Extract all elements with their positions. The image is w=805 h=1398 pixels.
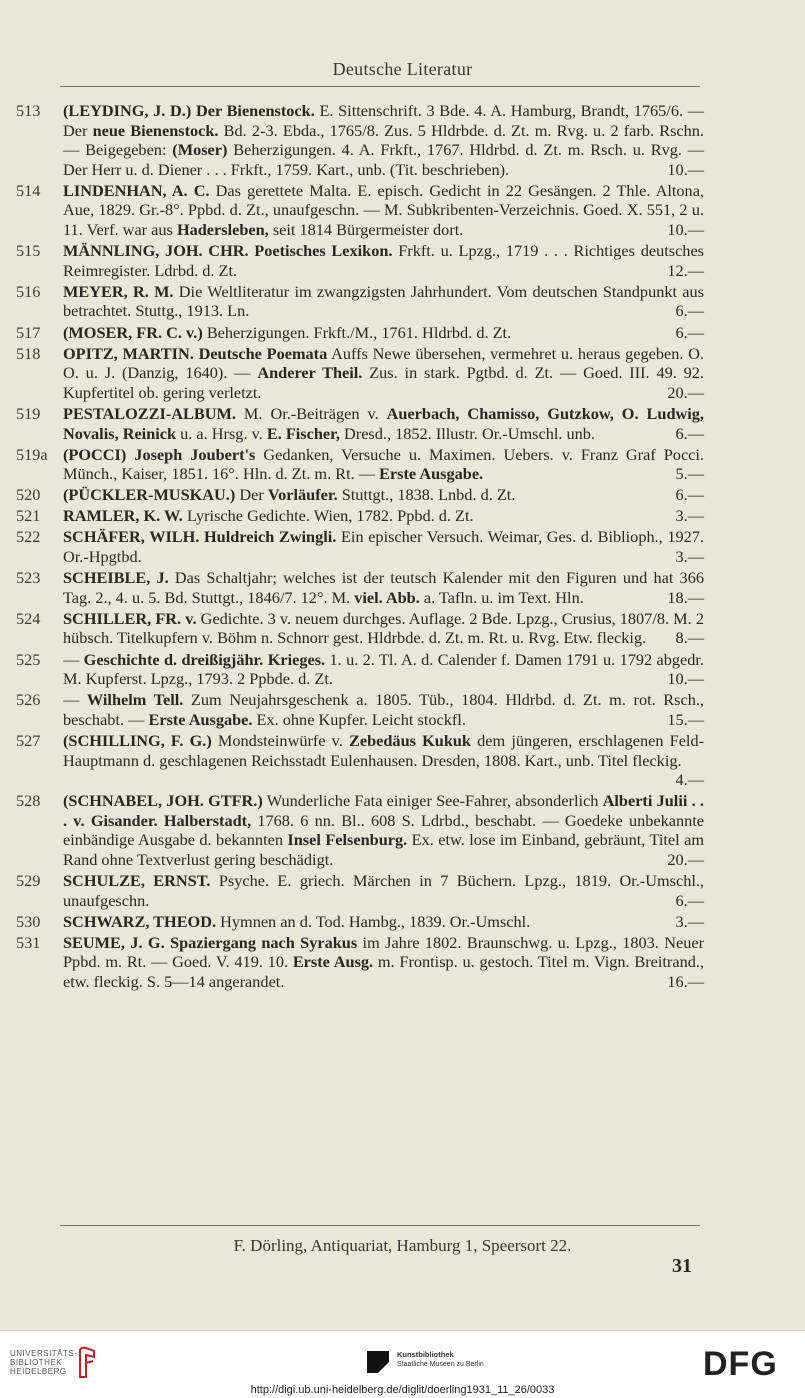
- entry-text: Frkft. u. Lpzg., 1719 . . . Richtiges deutsches Reimregister. Ldrbd. d. Zt.: [63, 241, 705, 280]
- entry-price: 3.—: [675, 911, 704, 931]
- entry-number: 515: [16, 241, 41, 261]
- catalog-entry: [16, 445, 704, 484]
- entry-bold-text: Alberti Julii . . . v. Gisander. Halberstadt,: [63, 791, 704, 830]
- entry-price: 3.—: [675, 547, 704, 567]
- entry-description: [63, 101, 704, 179]
- page-header: Deutsche Literatur: [332, 59, 473, 79]
- dfg-logo[interactable]: DFG: [703, 1345, 778, 1383]
- entry-bold-text: (MOSER, FR. C. v.): [63, 322, 203, 342]
- entry-text: Psyche. E. griech. Märchen in 7 Büchern. Lpzg., 1819. Or.-Umschl., unaufgeschn.: [63, 871, 705, 910]
- entry-description: [63, 568, 704, 607]
- entry-description: [63, 690, 704, 729]
- entry-bold-text: PESTALOZZI-ALBUM.: [63, 403, 236, 423]
- footer-rule: [60, 1225, 700, 1226]
- university-logo-icon[interactable]: [76, 1345, 98, 1379]
- entry-text: Bd. 2-3. Ebda., 1765/8. Zus. 5 Hldrbde. d. Zt. m. Rvg. u. 2 farb. Rschn. — Beigegeben:: [63, 120, 704, 160]
- entry-price: 6.—: [675, 423, 704, 443]
- entry-bold-text: (SCHNABEL, JOH. GTFR.): [63, 791, 263, 811]
- catalog-entry: [16, 101, 704, 179]
- entry-bold-text: Erste Ausgabe.: [379, 464, 484, 484]
- entry-text: a. Tafln. u. im Text. Hln.: [419, 587, 584, 607]
- catalog-entry: [16, 323, 704, 343]
- entry-price: 10.—: [667, 669, 704, 689]
- entry-text: Ex. ohne Kupfer. Leicht stockfl.: [252, 709, 466, 729]
- source-url[interactable]: http://digi.ub.uni-heidelberg.de/diglit/doerling1931_11_26/0033: [250, 1384, 555, 1396]
- entry-bold-text: (SCHILLING, F. G.): [63, 730, 212, 750]
- entry-bold-text: Auerbach, Chamisso, Gutzkow, O. Ludwig, Novalis, Reinick: [63, 403, 704, 443]
- entry-text: E. Sittenschrift. 3 Bde. 4. A. Hamburg, Brandt, 1765/6. — Der: [63, 101, 704, 140]
- entry-text: Die Weltliteratur im zwangzigsten Jahrhundert. Vom deutschen Standpunkt aus betrachtet. Stuttg., 1913. Ln.: [63, 281, 705, 321]
- entry-text: Gedichte. 3 v. neuem durchges. Auflage. 2 Bde. Lpzg., Crusius, 1807/8. M. 2 hübsch. Titelkupfern v. Böhm n. Schnorr gest. Hldrbde. d. Zt. m. Rt. u. Rvg. Etw. fleckig.: [63, 608, 704, 648]
- entry-bold-text: SCHÄFER, WILH. Huldreich Zwingli.: [63, 527, 337, 547]
- entry-number: 520: [16, 485, 41, 505]
- entry-description: [63, 323, 704, 343]
- entry-text: Zus. in stark. Pgtbd. d. Zt. — Goed. III. 49. 92. Kupfertitel ob. gering verletzt.: [63, 363, 705, 402]
- university-line: HEIDELBERG: [10, 1367, 67, 1376]
- catalog-entry: [16, 506, 704, 526]
- header-rule: [60, 86, 700, 87]
- page-number: 31: [672, 1255, 692, 1277]
- entry-price: 6.—: [675, 485, 704, 505]
- entry-number: 529: [16, 871, 41, 891]
- entry-price: 10.—: [667, 159, 704, 179]
- entry-bold-text: Insel Felsenburg.: [287, 830, 408, 850]
- entry-bold-text: Zebedäus Kukuk: [349, 730, 471, 750]
- kunstbibliothek-logo-icon[interactable]: [367, 1351, 389, 1373]
- entry-text: Dresd., 1852. Illustr. Or.-Umschl. unb.: [339, 423, 596, 443]
- entry-text: seit 1814 Bürgermeister dort.: [268, 220, 464, 240]
- entry-number: 524: [16, 608, 41, 628]
- entry-text: Der: [235, 485, 268, 505]
- entry-price: 6.—: [675, 301, 704, 321]
- entry-description: [63, 650, 704, 689]
- entry-bold-text: MEYER, R. M.: [63, 281, 174, 301]
- entry-price: 3.—: [675, 506, 704, 526]
- entry-bold-text: Erste Ausg.: [292, 952, 374, 972]
- kunstbibliothek-title: Kunstbibliothek: [397, 1350, 454, 1359]
- entry-price: 20.—: [667, 382, 704, 402]
- entry-price: 15.—: [667, 709, 704, 729]
- kunstbibliothek-label: [397, 1350, 484, 1369]
- entry-number: 528: [16, 791, 41, 811]
- entry-number: 519: [16, 403, 41, 423]
- entry-bold-text: OPITZ, MARTIN. Deutsche Poemata: [63, 343, 328, 363]
- entry-number: 526: [16, 690, 41, 710]
- entry-bold-text: Wilhelm Tell.: [86, 690, 184, 710]
- entry-number: 531: [16, 932, 41, 952]
- entry-text: im Jahre 1802. Braunschwg. u. Lpzg., 1803. Neuer Ppbd. m. Rt. — Goed. V. 419. 10.: [63, 932, 704, 972]
- entry-description: [63, 404, 704, 443]
- catalog-entry: [16, 690, 704, 729]
- entry-description: [63, 344, 704, 403]
- catalog-entry: [16, 485, 704, 505]
- entry-text: m. Frontisp. u. gestoch. Titel m. Vign. Breitrand., etw. fleckig. S. 5—14 angerandet.: [63, 952, 704, 992]
- entry-bold-text: MÄNNLING, JOH. CHR. Poetisches Lexikon.: [63, 241, 393, 261]
- entry-price: 20.—: [667, 849, 704, 869]
- entry-bold-text: SCHILLER, FR. v.: [63, 608, 197, 628]
- entry-bold-text: viel. Abb.: [354, 587, 420, 607]
- entry-number: 518: [16, 343, 41, 363]
- entry-description: [63, 731, 704, 790]
- entry-description: [63, 485, 704, 505]
- entry-bold-text: (Moser): [172, 140, 228, 160]
- entry-price: 6.—: [675, 322, 704, 342]
- catalog-entry: [16, 650, 704, 689]
- entry-number: 519a: [16, 444, 48, 464]
- catalog-entry: [16, 527, 704, 566]
- entry-bold-text: SCHULZE, ERNST.: [63, 871, 211, 891]
- entry-description: [63, 181, 704, 240]
- entry-number: 514: [16, 180, 41, 200]
- entry-description: [63, 282, 704, 321]
- entry-price: 18.—: [667, 587, 704, 607]
- entry-number: 525: [16, 649, 41, 669]
- entry-number: 513: [16, 101, 41, 120]
- catalog-entry: [16, 404, 704, 443]
- catalog-entry: [16, 568, 704, 607]
- entry-description: [63, 609, 704, 648]
- entry-text: Ex. etw. lose im Einband, gebräunt, Titel am Rand ohne Textverlust gering beschädigt.: [63, 830, 704, 869]
- entry-text: Hymnen an d. Tod. Hambg., 1839. Or.-Umschl.: [216, 911, 531, 931]
- entry-text: Lyrische Gedichte. Wien, 1782. Ppbd. d. Zt.: [182, 506, 474, 526]
- entry-text: Das gerettete Malta. E. episch. Gedicht in 22 Gesängen. 2 Thle. Altona, Aue, 1829. Gr.-8°. Ppbd. d. Zt., unaufgeschn. — M. Subkribenten-Verzeichnis. Goed. X. 551, 2 u. 11. Verf. war aus: [63, 180, 704, 240]
- catalog-entry: [16, 912, 704, 932]
- entry-price: 6.—: [675, 890, 704, 910]
- university-library-label[interactable]: [10, 1349, 77, 1376]
- catalog-entry: [16, 731, 704, 790]
- entry-bold-text: SCHWARZ, THEOD.: [63, 911, 217, 931]
- entry-price: 10.—: [667, 220, 704, 240]
- entry-number: 522: [16, 527, 41, 547]
- entry-price: 8.—: [675, 628, 704, 648]
- entry-list: [16, 101, 704, 993]
- entry-number: 516: [16, 281, 41, 301]
- entry-text: Auffs Newe übersehen, vermehret u. heraus gegeben. O. O. u. J. (Danzig, 1640). —: [63, 343, 704, 383]
- entry-text: —: [63, 649, 84, 669]
- entry-text: Ein epischer Versuch. Weimar, Ges. d. Biblioph., 1927. Or.-Hpgtbd.: [63, 527, 704, 567]
- entry-bold-text: E. Fischer,: [266, 423, 340, 443]
- entry-text: M. Or.-Beiträgen v.: [235, 403, 387, 423]
- digitization-bar: [0, 1330, 805, 1398]
- entry-bold-text: Hadersleben,: [176, 220, 269, 240]
- entry-text: Wunderliche Fata einiger See-Fahrer, absonderlich: [262, 791, 603, 811]
- catalog-entry: [16, 282, 704, 321]
- entry-text: Zum Neujahrsgeschenk a. 1805. Tüb., 1804. Hldrbd. d. Zt. m. rot. Rsch., beschabt. —: [63, 690, 704, 729]
- entry-bold-text: SEUME, J. G. Spaziergang nach Syrakus: [63, 932, 358, 952]
- entry-bold-text: Vorläufer.: [267, 485, 338, 505]
- entry-text: 1768. 6 nn. Bl.. 608 S. Ldrbd., beschabt. — Goedeke unbekannte einbändige Ausgabe d. bekannten: [63, 810, 704, 850]
- catalog-entry: [16, 609, 704, 648]
- entry-number: 517: [16, 322, 41, 342]
- entry-price: 4.—: [675, 770, 704, 790]
- entry-description: [63, 506, 704, 526]
- catalog-entry: [16, 791, 704, 869]
- entry-text: 1. u. 2. Tl. A. d. Calender f. Damen 1791 u. 1792 abgedr. M. Kupferst. Lpzg., 1793. 2 Ppbde. d. Zt.: [63, 649, 704, 689]
- entry-text: Beherzigungen. 4. A. Frkft., 1767. Hldrbd. d. Zt. m. Rsch. u. Rvg. — Der Herr u. d. Diener . . . Frkft., 1759. Kart., unb. (Tit. beschrieben).: [63, 140, 705, 179]
- entry-description: [63, 871, 704, 910]
- entry-bold-text: (POCCI) Joseph Joubert's: [63, 444, 256, 464]
- entry-bold-text: neue Bienenstock.: [92, 120, 219, 140]
- kunstbibliothek-subtitle: Staatliche Museen zu Berlin: [397, 1361, 484, 1368]
- entry-number: 530: [16, 911, 41, 931]
- entry-description: [63, 933, 704, 992]
- entry-price: 16.—: [667, 972, 704, 992]
- entry-text: dem jüngeren, erschlagenen Feld-Hauptmann d. geschlagenen Reichsstadt Eulenhausen. Dresden, 1808. Kart., unb. Titel fleckig.: [63, 730, 705, 770]
- entry-description: [63, 527, 704, 566]
- entry-number: 527: [16, 730, 41, 750]
- entry-text: —: [63, 690, 87, 710]
- entry-bold-text: Erste Ausgabe.: [148, 709, 253, 729]
- entry-number: 523: [16, 568, 41, 588]
- entry-description: [63, 445, 704, 484]
- entry-bold-text: Anderer Theil.: [257, 363, 363, 383]
- entry-text: Mondsteinwürfe v.: [211, 730, 349, 750]
- entry-description: [63, 241, 704, 280]
- entry-bold-text: (LEYDING, J. D.) Der Bienenstock.: [63, 101, 315, 120]
- entry-bold-text: (PÜCKLER-MUSKAU.): [63, 485, 236, 505]
- entry-price: 12.—: [667, 260, 704, 280]
- entry-text: Beherzigungen. Frkft./M., 1761. Hldrbd. d. Zt.: [202, 322, 512, 342]
- entry-text: Das Schaltjahr; welches ist der teutsch Kalender mit den Figuren und hat 366 Tag. 2., 4. u. 5. Bd. Stuttgt., 1846/7. 12°. M.: [63, 568, 704, 607]
- catalog-entry: [16, 181, 704, 240]
- university-line: BIBLIOTHEK: [10, 1358, 63, 1367]
- entry-text: Stuttgt., 1838. Lnbd. d. Zt.: [337, 485, 516, 505]
- catalog-entry: [16, 344, 704, 403]
- entry-bold-text: LINDENHAN, A. C.: [63, 180, 210, 200]
- entry-text: u. a. Hrsg. v.: [176, 423, 267, 443]
- catalog-entry: [16, 933, 704, 992]
- entry-bold-text: RAMLER, K. W.: [63, 506, 183, 526]
- entry-bold-text: Geschichte d. dreißigjähr. Krieges.: [83, 649, 326, 669]
- entry-price: 5.—: [675, 464, 704, 484]
- entry-description: [63, 791, 704, 869]
- university-line: UNIVERSITÄTS-: [10, 1349, 78, 1358]
- catalog-entry: [16, 241, 704, 280]
- entry-description: [63, 912, 704, 932]
- entry-text: Gedanken, Versuche u. Maximen. Uebers. v. Franz Graf Pocci. Münch., Kaiser, 1851. 16°. Hln. d. Zt. m. Rt. —: [63, 444, 704, 484]
- entry-bold-text: SCHEIBLE, J.: [63, 568, 169, 588]
- entry-number: 521: [16, 506, 41, 526]
- catalog-entry: [16, 871, 704, 910]
- footer-publisher: F. Dörling, Antiquariat, Hamburg 1, Speersort 22.: [233, 1236, 572, 1255]
